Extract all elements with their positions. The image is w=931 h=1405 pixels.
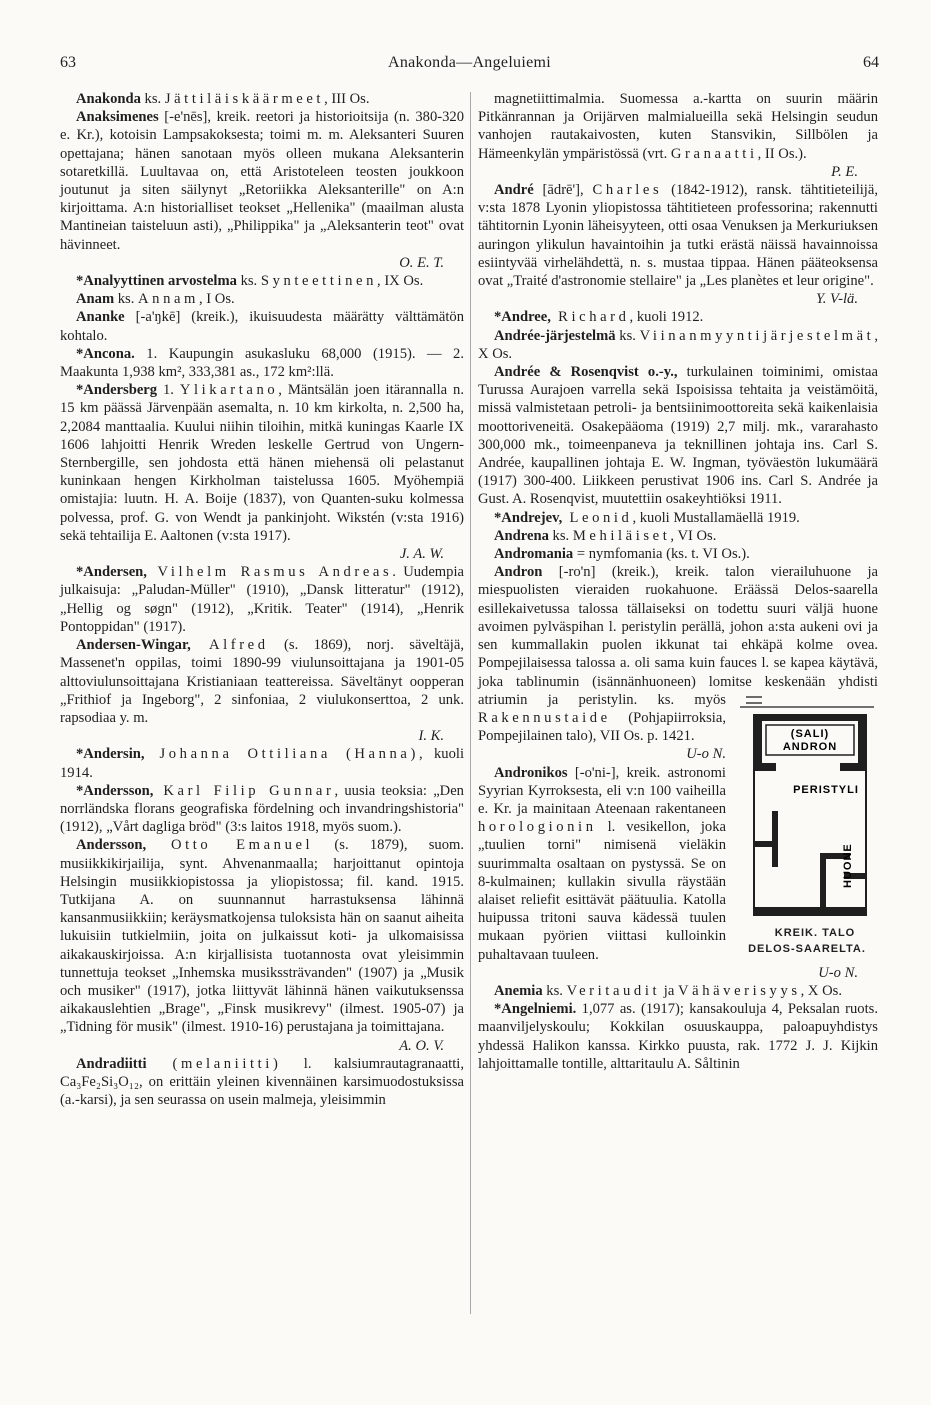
entry-headword: *Andrejev, <box>494 509 563 526</box>
entry-headword: Anakonda <box>76 91 141 107</box>
entry-spaced-ref: Leonid <box>562 509 633 526</box>
entry-spaced-ref: Karl Filip Gunnar <box>153 782 335 799</box>
entry-text: (s. 1869), norj. säveltäjä, Massenet'n oppilas, toimi 1890-99 viulunsoittajana ja 1901-05 alttoviulunsoittajana Kristianiaan teattereissa. Säveltänyt oopperan „Frithiof ja Ingeborg", 2 sinfoniaa, 2 viulukonserttoa, 2 unk. rapsodiaa y. m. <box>60 637 464 726</box>
entry-spaced-ref: Annam <box>138 291 199 308</box>
entry-signature: J. A. W. <box>399 546 444 563</box>
entry-text: [-o'ni-], kreik. astronomi Syyrian Kyrroksesta, eli v:n 100 vaiheilla e. Kr. ja mainitaan Ateenaan rakentaneen <box>478 764 726 817</box>
entry-text: (s. 1879), suom. musiikkikirjailija, synt. Ahvenanmaalla; harjoittanut opintoja Helsingin musiikkiopistossa ja yliopistossa; fil. kand. 1915. Tutkijana A. on suunnannut harrastuksensa lähinnä kansanmusiikkiin; keräysmatkojensa tuloksista hän on saanut aiheita lukuisiin tutkielmiin, joita on julkaissut koti- ja ulkomaisissa aikakauskirjoissa. A:n kirjallisista tuotannosta ovat yleisimmin tunnettuja teokset „Inhemska musikssträvanden" (1907) ja „Musik och musiker" (1917), jotka liittyvät lähinnä hänen vaikutuksenssa aikakauslehtien „Brage", „Finsk musikrevy" (ilmest. 1905-07) ja „Tidning för musik" (ilmest. 1910-16) perustajana ja toimittajana. <box>60 837 464 1036</box>
entry <box>478 1000 878 1073</box>
entry <box>478 509 878 527</box>
entry-headword: *Andersin, <box>76 746 145 763</box>
room-label-side: HUONE <box>842 842 854 888</box>
entry <box>478 982 878 1000</box>
room-label-peristyli: PERISTYLI <box>793 783 859 796</box>
entry-text: ja <box>660 982 678 999</box>
room-label-sali: (SALI) <box>790 727 830 740</box>
entry-text: , kuoli 1912. <box>629 309 704 326</box>
entry-signature: U-o N. <box>686 746 726 763</box>
floor-plan-figure <box>736 693 878 955</box>
entry-text: = nymfomania (ks. t. VI Os.). <box>573 546 750 563</box>
entry-signature: I. K. <box>418 728 444 745</box>
page-number-right: 64 <box>863 54 879 71</box>
entry <box>60 308 464 344</box>
entry-spaced-ref: Jättiläiskäärmeet <box>164 91 325 107</box>
entry-headword: Andron <box>494 564 543 581</box>
entry-spaced-ref: Rakennustaide <box>478 709 611 726</box>
page-number-left: 63 <box>60 54 76 71</box>
entry-signature: U-o N. <box>818 964 858 981</box>
entry-text: , kuoli 1914. <box>60 746 464 781</box>
left-column <box>60 90 464 1109</box>
entry <box>478 308 878 326</box>
entry-headword: Andradiitti <box>76 1055 147 1072</box>
entry-text: , X Os. <box>800 982 842 999</box>
entry-text: , I Os. <box>199 291 235 308</box>
entry-spaced-ref: Otto Emanuel <box>146 837 314 854</box>
entry-spaced-ref: Vilhelm Rasmus Andreas <box>146 564 393 581</box>
entry-spaced-ref: Charles <box>592 182 663 199</box>
entry-signature: P. E. <box>831 163 858 180</box>
entry-spaced-ref: Veritaudit <box>566 982 661 999</box>
entry <box>60 381 464 563</box>
running-head: Anakonda—Angeluiemi <box>388 54 551 71</box>
entry-spaced-ref: horologionin <box>478 819 597 836</box>
entry-headword: Andrée & Rosenqvist o.-y., <box>494 364 678 381</box>
entry-text: l. kalsiumrautagranaatti, Ca₃Fe₂Si₃O₁₂, on erittäin yleinen kivennäinen karsimuodostuksissa (a.-karsi), ja sen seurassa on usein malmeja, yleisimmin <box>60 1055 464 1109</box>
entry-text: turkulainen toiminimi, omistaa Turussa Aurajoen varrella sekä Ispoisissa tehtaita ja veistämöitä, missä valmistetaan petroli- ja bentsiinimoottoreita sekä kaikenlaisia moottoriveneitä. Osakepääoma (1919) 2,7 milj. mk., vararahasto 300,000 mk., toimeenpaneva ja teknillinen johtaja ins. Carl S. Andrée, kaupallinen johtaja E. W. Ingman, työväestön lukumäärä (1917) 300-400. Liikkeen perustivat 1906 ins. Carl S. Andrée ja Gust. A. Rosenqvist, muutettiin osakeyhtiöksi 1911. <box>478 364 878 508</box>
entry-signature: Y. V-lä. <box>815 291 858 308</box>
entry-spaced-ref: Alfred <box>190 637 269 654</box>
entry <box>60 272 464 290</box>
entry-headword: Andersen-Wingar, <box>76 637 191 654</box>
entry-text: l. vesikellon, joka „tuulien torni" nimisenä vieläkin suurimmalta osaltaan on pystyssä. Se on 8-kulmainen; kullakin sivulla räystään alaiset reliefit esittävät päätuulia. Katolla huipussa tritoni sauva kädessä tuulen mukaan pyörien viittasi kulloinkin puhaltavaan tuuleen. <box>478 819 726 963</box>
entry <box>60 636 464 745</box>
entry-headword: *Andersberg <box>76 382 158 399</box>
entry-headword: Anam <box>76 291 115 308</box>
column-divider <box>470 92 471 1314</box>
entry-text: , kuoli Mustallamäellä 1919. <box>632 509 800 526</box>
entry-text: , Mäntsälän joen itärannalla n. 15 km päässä Järvenpään asemalta, n. 10 km kirkolta, n. 2,500 ha, 2,2084 manttaalia. Kuului niihin tiloihin, mitkä kuningas Kaarle IX 1606 lahjoitti Henrik Wreden leskelle Gertrud von Ungern-Sternbergille, sen johdosta että hänen miehensä oli pelastanut kuninkaan hengen Kirkholman taistelussa 1605. Myöhempiä omistajia: luutn. H. A. Boije (1837), von Quanten-suku kolmessa polvessa, prof. G. von Wendt ja pankinjoht. Wikstén (v:sta 1916) sekä tehtailija E. Aaltonen (v:sta 1917). <box>60 382 464 544</box>
entry-spaced-ref: Granaatti <box>670 145 758 162</box>
entry-signature: A. O. V. <box>399 1037 444 1054</box>
entry-spaced-ref: Mehiläiset <box>572 527 671 544</box>
entry-headword: *Andersson, <box>76 782 154 799</box>
entry <box>60 345 464 381</box>
entry-text: . Uudempia julkaisuja: „Paludan-Müller" (1910), „Dansk litteratur" (1912), „Hellig og søgn" (1912), „Kritik. Teater" (1914), „Henrik Pontoppidan" (1917). <box>60 564 464 635</box>
entry-text: ks. <box>548 527 573 544</box>
entry-text: (1842-1912), ransk. tähtitieteilijä, v:sta 1878 Lyonin yliopistossa tähtitieteen professorina; rakennutti tähtitornin Lyonin läheisyyteen, otti osaa Venuksen ja Merkuriuksen auringon ylikulun havaintoihin ja tutki erästä näissä havainnoissa esiintyvää virhelähdettä, n. s. mustaa tippaa. Hänen pääteoksensa ovat „Traité d'astronomie stellaire" ja „Les planètes et leur origine". <box>478 182 878 290</box>
entry-text: (Pohjapiirroksia, Pompejilainen talo), VII Os. p. 1421. <box>478 709 726 745</box>
entry <box>60 836 464 1054</box>
entry-spaced-ref: Viinanmyyntijärjestelmät <box>639 327 875 344</box>
entry-text: , IX Os. <box>377 273 424 290</box>
entry <box>60 108 464 272</box>
entry-text: 1,077 as. (1917); kansakouluja 4, Peksalan ruots. maanviljelyskoulu; Kokkilan osuuskauppa, paloapuyhdistys yhdessä Halikon kanssa. Kirkko puusta, rak. 1772 J. J. Kijkin lahjoittamalle tontille, alttaritaulu A. Såltinin <box>478 1001 878 1072</box>
entry-spaced-ref: (melaniitti) <box>146 1055 282 1072</box>
room-label-andron: ANDRON <box>782 740 838 753</box>
entry <box>478 545 878 563</box>
entry-text: , III Os. <box>324 91 370 107</box>
entry-text: , X Os. <box>478 327 878 362</box>
entry-spaced-ref: Synteettinen <box>260 273 378 290</box>
entry-headword: Anaksimenes <box>76 109 159 126</box>
entry-headword: Andrena <box>494 527 549 544</box>
right-column <box>478 90 878 1073</box>
entry-text: , VI Os. <box>670 527 717 544</box>
entry <box>60 782 464 837</box>
entry-text: magnetiittimalmia. Suomessa a.-kartta on suurin määrin Pitkänrannan ja Orijärven malmialueilla sekä Helsingin seudun vanhojen rautakaivosten, kuten Stansvikin, Sillbölen ja Hämeenkylän ympäristössä (vrt. <box>478 91 878 162</box>
entry-text: 1. <box>157 382 180 399</box>
entry <box>60 563 464 636</box>
entry-text: ks. <box>114 291 139 308</box>
entry-text: ks. <box>615 327 640 344</box>
entry-headword: André <box>494 182 534 199</box>
entry-text: [-a'ŋkē] (kreik.), ikuisuudesta määrätty välttämätön kohtalo. <box>60 309 464 344</box>
entry-signature: O. E. T. <box>399 254 444 271</box>
entry-headword: *Ancona. <box>76 345 135 362</box>
entry <box>60 745 464 781</box>
entry <box>60 90 464 108</box>
entry-spaced-ref: Vähäverisyys <box>677 982 801 999</box>
entry-headword: *Analyyttinen arvostelma <box>76 273 237 290</box>
entry-headword: Andersson, <box>76 837 147 854</box>
entry-text: ks. <box>140 91 165 107</box>
entry-text: , uusia teoksia: „Den norrländska florans geografiska fördelning och invandringshistoria" (1912), „Vårt dagliga bröd" (3:s laitos 1918, myös suom.). <box>60 782 464 836</box>
floor-plan-drawing <box>736 693 878 925</box>
entry <box>478 90 878 181</box>
entry <box>478 527 878 545</box>
entry-text: 1. Kaupungin asukasluku 68,000 (1915). — 2. Maakunta 1,938 km², 333,381 as., 172 km²:llä. <box>60 345 464 381</box>
entry-spaced-ref: Ylikartano <box>179 382 279 399</box>
entry-headword: Andronikos <box>494 764 568 781</box>
figure-caption: KREIK. TALO DELOS-SAARELTA. <box>748 926 866 955</box>
entry-headword: Ananke <box>76 309 125 326</box>
entry <box>478 327 878 363</box>
entry-spaced-ref: Richard <box>550 309 630 326</box>
entry <box>478 181 878 308</box>
entry-spaced-ref: Johanna Ottiliana (Hanna) <box>144 746 419 763</box>
entry <box>60 1055 464 1110</box>
entry-headword: *Andersen, <box>76 564 147 581</box>
entry-headword: *Angelniemi. <box>494 1001 577 1018</box>
entry-headword: Anemia <box>494 982 543 999</box>
entry-headword: Andrée-järjestelmä <box>494 327 616 344</box>
entry-text: [-e'nēs], kreik. reetori ja historioitsija (n. 380-320 e. Kr.), kotoisin Lampsakoksesta; toimi m. m. Aleksanteri Suuren opettajana; hänen sanotaan myös olleen mukana Aleksanterin sotaretkillä. Luultavaa on, että Aristoteleen teosten joukkoon joutunut ja siten säilynyt „Retoriikka Aleksanterille" on A:n kirjoittama. A:n historialliset teokset „Hellenika" (maailman alusta Mantineian taisteluun asti), „Philippika" ja „Aleksanterin teot" ovat hävinneet. <box>60 109 464 253</box>
entry-text: , II Os.). <box>757 145 807 162</box>
entry-text: [-ro'n] (kreik.), kreik. talon vierailuhuone ja miespuolisten vieraiden ruokahuone. Eräässä Delos-saarella esillekaivetussa talossa tällaiseksi on todettu suuri väljä huone avoimen pylväspihan l. peristylin perällä, johon a:sta aukeni ovi ja sen kummallakin puolen ikkunat tai ehkäpä kolme ovea. Pompejilaisessa talossa a. oli sama kuin fauces l. se kapea käytävä, joka tablinumin (isännänhuoneen) lomitse keskenään yhdisti atriumin ja peristylin. ks. myös <box>478 564 878 708</box>
running-header <box>60 54 879 80</box>
entry <box>60 290 464 308</box>
entry-text: [ādrē'], <box>533 182 593 199</box>
entry-headword: *Andree, <box>494 309 551 326</box>
entry <box>478 363 878 509</box>
entry-text: ks. <box>542 982 567 999</box>
entry-headword: Andromania <box>494 546 574 563</box>
entry-text: ks. <box>236 273 261 290</box>
